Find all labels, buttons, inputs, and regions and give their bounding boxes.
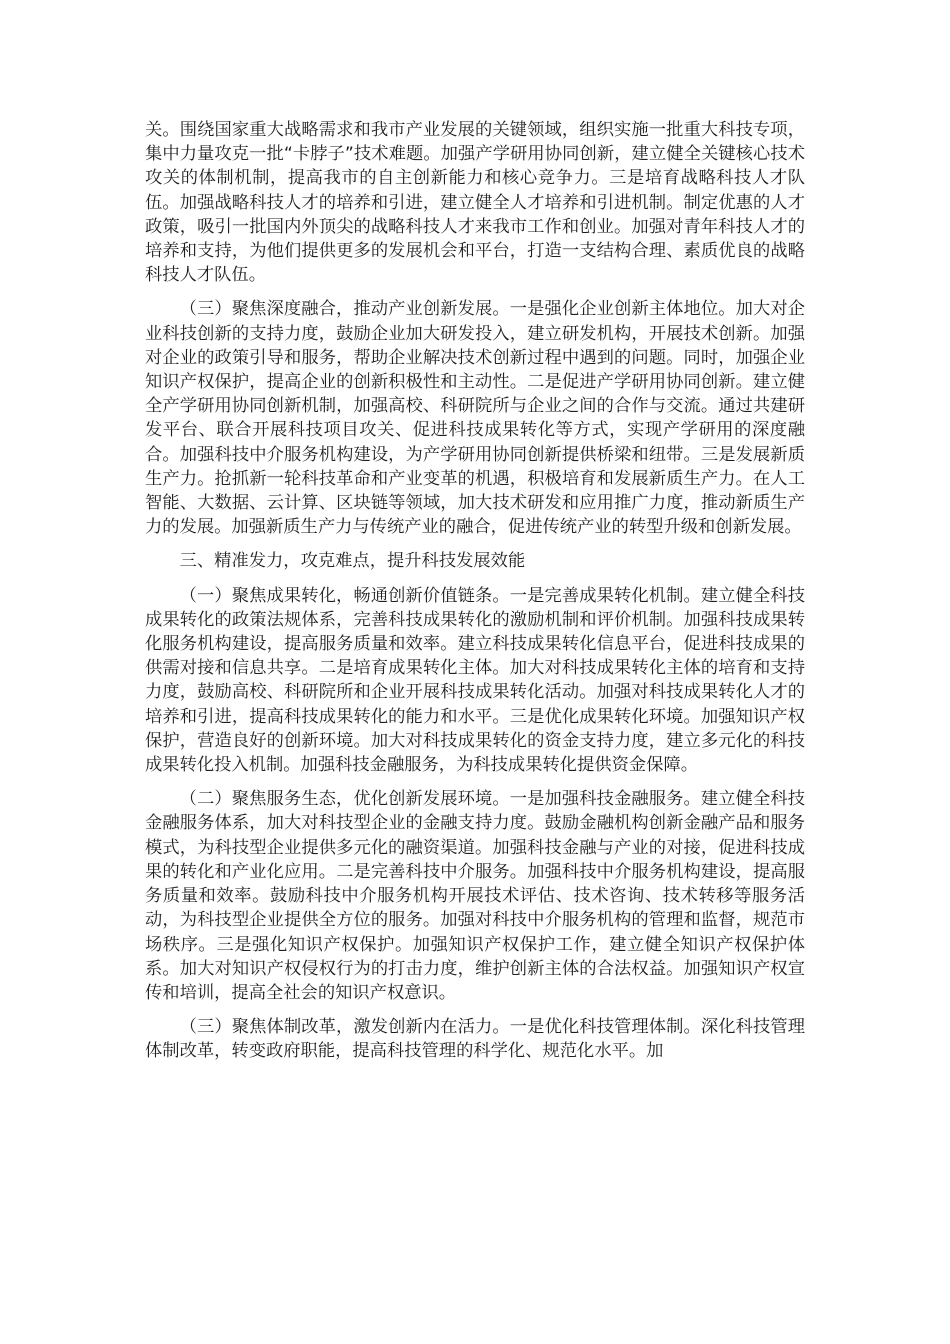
- paragraph-service-ecosystem: （二）聚焦服务生态，优化创新发展环境。一是加强科技金融服务。建立健全科技金融服务体系，加大对科技型企业的金融支持力度。鼓励金融机构创新金融产品和服务模式，为科技型企业提供多元化的融资渠道。加强科技金融与产业的对接，促进科技成果的转化和产业化应用。二是完善科技中介服务。加强科技中介服务机构建设，提高服务质量和效率。鼓励科技中介服务机构开展技术评估、技术咨询、技术转移等服务活动，为科技型企业提供全方位的服务。加强对科技中介服务机构的管理和监督，规范市场秩序。三是强化知识产权保护。加强知识产权保护工作，建立健全知识产权保护体系。加大对知识产权侵权行为的打击力度，维护创新主体的合法权益。加强知识产权宣传和培训，提高全社会的知识产权意识。: [145, 789, 805, 1003]
- paragraph-talent-team: 关。围绕国家重大战略需求和我市产业发展的关键领域，组织实施一批重大科技专项，集中力量攻克一批“卡脖子”技术难题。加强产学研用协同创新，建立健全关键核心技术攻关的体制机制，提高我市的自主创新能力和核心竞争力。三是培育战略科技人才队伍。加强战略科技人才的培养和引进，建立健全人才培养和引进机制。制定优惠的人才政策，吸引一批国内外顶尖的战略科技人才来我市工作和创业。加强对青年科技人才的培养和支持，为他们提供更多的发展机会和平台，打造一支结构合理、素质优良的战略科技人才队伍。: [145, 120, 805, 286]
- paragraph-deep-integration: （三）聚焦深度融合，推动产业创新发展。一是强化企业创新主体地位。加大对企业科技创新的支持力度，鼓励企业加大研发投入，建立研发机构，开展技术创新。加强对企业的政策引导和服务，帮助企业解决技术创新过程中遇到的问题。同时，加强企业知识产权保护，提高企业的创新积极性和主动性。二是促进产学研用协同创新。建立健全产学研用协同创新机制，加强高校、科研院所与企业之间的合作与交流。通过共建研发平台、联合开展科技项目攻关、促进科技成果转化等方式，实现产学研用的深度融合。加强科技中介服务机构建设，为产学研用协同创新提供桥梁和纽带。三是发展新质生产力。抢抓新一轮科技革命和产业变革的机遇，积极培育和发展新质生产力。在人工智能、大数据、云计算、区块链等领域，加大技术研发和应用推广力度，推动新质生产力的发展。加强新质生产力与传统产业的融合，促进传统产业的转型升级和创新发展。: [145, 299, 805, 538]
- paragraph-achievement-transfer: （一）聚焦成果转化，畅通创新价值链条。一是完善成果转化机制。建立健全科技成果转化的政策法规体系，完善科技成果转化的激励机制和评价机制。加强科技成果转化服务机构建设，提高服务质量和效率。建立科技成果转化信息平台，促进科技成果的供需对接和信息共享。二是培育成果转化主体。加大对科技成果转化主体的培育和支持力度，鼓励高校、科研院所和企业开展科技成果转化活动。加强对科技成果转化人才的培养和引进，提高科技成果转化的能力和水平。三是优化成果转化环境。加强知识产权保护，营造良好的创新环境。加大对科技成果转化的资金支持力度，建立多元化的科技成果转化投入机制。加强科技金融服务，为科技成果转化提供资金保障。: [145, 585, 805, 776]
- section-heading-three: 三、精准发力，攻克难点，提升科技发展效能: [179, 551, 526, 572]
- paragraph-system-reform: （三）聚焦体制改革，激发创新内在活力。一是优化科技管理体制。深化科技管理体制改革，转变政府职能，提高科技管理的科学化、规范化水平。加: [145, 1017, 805, 1062]
- document-page: [145, 118, 805, 1074]
